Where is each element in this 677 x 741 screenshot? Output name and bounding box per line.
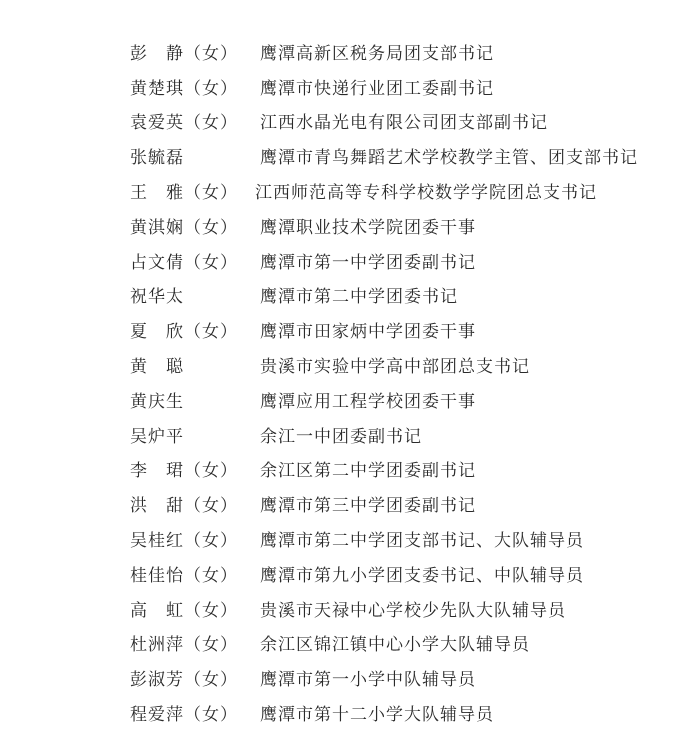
person-name: 高 虹（女）: [130, 600, 238, 621]
person-name: 占文倩（女）: [130, 252, 238, 273]
person-role: 江西师范高等专科学校数学学院团总支书记: [255, 183, 597, 204]
person-name: 黄淇娴（女）: [130, 217, 238, 238]
list-item: [130, 278, 660, 313]
list-item: [130, 452, 660, 487]
person-role: 江西水晶光电有限公司团支部副书记: [260, 113, 548, 134]
person-role: 鹰潭市第三中学团委副书记: [260, 496, 476, 517]
list-item: [130, 486, 660, 521]
list-item: [130, 69, 660, 104]
list-item: [130, 382, 660, 417]
list-item: [130, 695, 660, 730]
list-item: [130, 312, 660, 347]
person-name: 洪 甜（女）: [130, 496, 238, 517]
person-name: 杜洲萍（女）: [130, 635, 238, 656]
person-name: 彭 静（女）: [130, 43, 238, 64]
person-role: 鹰潭市第二中学团委书记: [260, 287, 458, 308]
person-role: 鹰潭高新区税务局团支部书记: [260, 43, 494, 64]
person-name: 张毓磊: [130, 148, 184, 169]
person-role: 鹰潭市第一中学团委副书记: [260, 252, 476, 273]
person-name: 程爱萍（女）: [130, 705, 238, 726]
list-item: [130, 347, 660, 382]
person-name: 祝华太: [130, 287, 184, 308]
person-role: 鹰潭市田家炳中学团委干事: [260, 322, 476, 343]
list-item: [130, 660, 660, 695]
person-role: 余江区第二中学团委副书记: [260, 461, 476, 482]
person-name: 袁爱英（女）: [130, 113, 238, 134]
person-role: 贵溪市实验中学高中部团总支书记: [260, 357, 530, 378]
person-role: 鹰潭市青鸟舞蹈艺术学校教学主管、团支部书记: [260, 148, 638, 169]
list-item: [130, 591, 660, 626]
person-role: 贵溪市天禄中心学校少先队大队辅导员: [260, 600, 566, 621]
person-role: 鹰潭市快递行业团工委副书记: [260, 78, 494, 99]
list-item: [130, 243, 660, 278]
list-item: [130, 626, 660, 661]
person-role: 鹰潭市第二中学团支部书记、大队辅导员: [260, 531, 584, 552]
list-item: [130, 556, 660, 591]
person-name: 桂佳怡（女）: [130, 565, 238, 586]
person-name: 王 雅（女）: [130, 183, 238, 204]
person-role: 鹰潭职业技术学院团委干事: [260, 217, 476, 238]
person-role: 余江一中团委副书记: [260, 426, 422, 447]
person-role: 余江区锦江镇中心小学大队辅导员: [260, 635, 530, 656]
person-name: 吴炉平: [130, 426, 184, 447]
person-name: 吴桂红（女）: [130, 531, 238, 552]
person-name: 夏 欣（女）: [130, 322, 238, 343]
person-name: 彭淑芳（女）: [130, 670, 238, 691]
person-role: 鹰潭市第十二小学大队辅导员: [260, 705, 494, 726]
list-item: [130, 521, 660, 556]
person-name: 李 珺（女）: [130, 461, 238, 482]
person-name: 黄 聪: [130, 357, 184, 378]
list-item: [130, 104, 660, 139]
list-item: [130, 138, 660, 173]
person-role: 鹰潭市第一小学中队辅导员: [260, 670, 476, 691]
list-item: [130, 417, 660, 452]
list-item: [130, 173, 660, 208]
person-name: 黄庆生: [130, 391, 184, 412]
name-list: [130, 34, 660, 730]
person-role: 鹰潭市第九小学团支委书记、中队辅导员: [260, 565, 584, 586]
person-role: 鹰潭应用工程学校团委干事: [260, 391, 476, 412]
person-name: 黄楚琪（女）: [130, 78, 238, 99]
list-item: [130, 34, 660, 69]
list-item: [130, 208, 660, 243]
